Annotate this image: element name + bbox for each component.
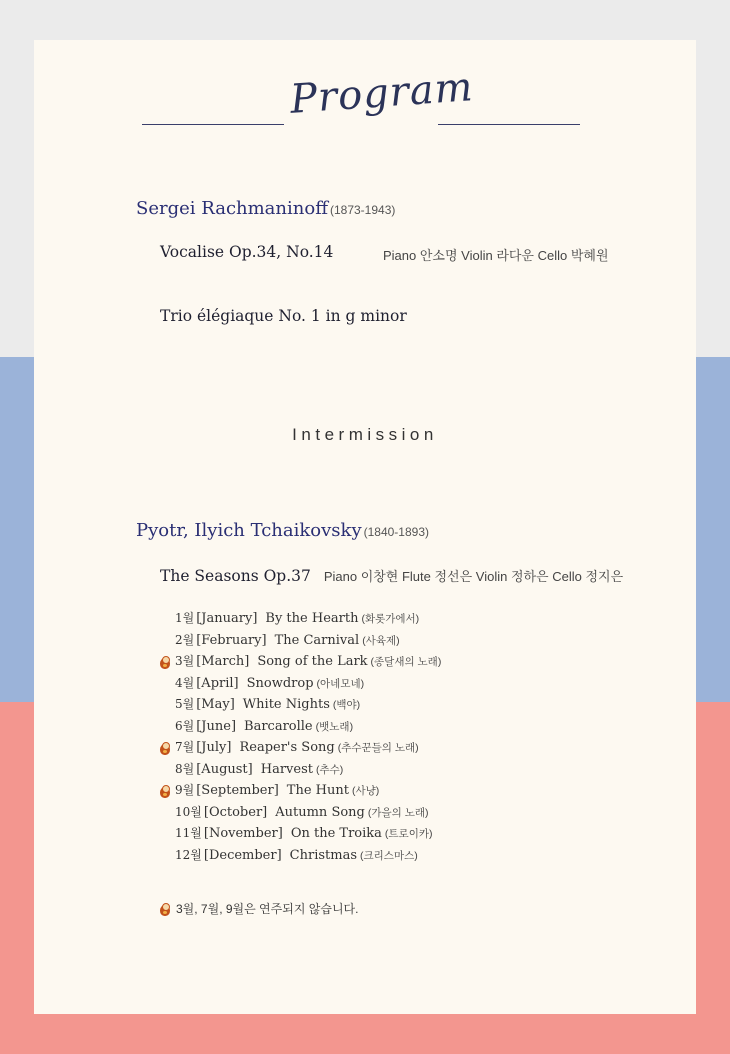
work-vocalise — [160, 243, 333, 261]
month-en: [June] — [196, 718, 237, 734]
month-ko: (추수) — [315, 763, 344, 776]
month-title: Autumn Song — [275, 804, 365, 820]
month-title: White Nights — [242, 697, 330, 712]
month-en: [April] — [196, 675, 239, 691]
month-num: 5월 — [175, 697, 195, 711]
month-item — [175, 780, 441, 802]
composer-rachmaninoff — [136, 198, 395, 219]
work-trio — [160, 307, 407, 325]
month-num: 2월 — [175, 632, 195, 647]
month-title: On the Troika — [290, 826, 382, 841]
composer-years: (1840-1893) — [363, 525, 429, 539]
month-num: 7월 — [175, 740, 195, 754]
month-ko: (화롯가에서) — [361, 613, 420, 625]
month-num: 11월 — [175, 826, 202, 840]
month-item — [175, 673, 441, 695]
month-en: [May] — [196, 697, 235, 712]
month-num: 6월 — [175, 718, 195, 733]
month-en: [February] — [196, 632, 267, 648]
month-num: 12월 — [175, 847, 202, 862]
month-title: Harvest — [260, 761, 313, 777]
title-rule-left — [142, 124, 284, 125]
month-item — [175, 651, 441, 673]
month-en: [March] — [196, 654, 250, 669]
work-title: Trio élégiaque No. 1 in g minor — [160, 307, 407, 325]
month-ko: (트로이카) — [384, 828, 433, 840]
month-title: The Hunt — [286, 783, 349, 798]
seasons-month-list — [175, 608, 441, 866]
footnote: 3월, 7월, 9월은 연주되지 않습니다. — [176, 902, 359, 916]
month-item — [175, 630, 441, 652]
work-seasons — [160, 566, 623, 585]
performers-vocalise: Piano 안소명 Violin 라다운 Cello 박혜원 — [383, 248, 609, 263]
month-item — [175, 845, 441, 867]
month-item — [175, 759, 441, 781]
month-num: 3월 — [175, 654, 195, 668]
month-ko: (뱃노래) — [315, 720, 354, 733]
month-title: Song of the Lark — [257, 654, 368, 669]
month-en: [December] — [203, 847, 282, 863]
work-title: Vocalise Op.34, No.14 — [160, 243, 334, 261]
intermission-label: Intermission — [292, 425, 438, 444]
month-title: The Carnival — [274, 632, 360, 648]
month-item — [175, 694, 441, 716]
matryoshka-doll-icon — [160, 902, 170, 916]
composer-years: (1873-1943) — [329, 203, 396, 217]
month-ko: (아네모네) — [316, 677, 365, 690]
month-en: [October] — [203, 804, 268, 820]
month-num: 1월 — [175, 611, 195, 625]
matryoshka-doll-icon — [160, 655, 170, 669]
month-item — [175, 823, 441, 845]
month-en: [January] — [196, 611, 258, 626]
month-ko: (추수꾼들의 노래) — [337, 742, 419, 754]
title-rule-right — [438, 124, 580, 125]
month-ko: (사육제) — [362, 634, 400, 647]
month-en: [November] — [203, 826, 283, 841]
month-num: 4월 — [175, 675, 195, 690]
month-en: [September] — [196, 783, 279, 798]
month-num: 9월 — [175, 783, 195, 797]
month-num: 8월 — [175, 761, 195, 776]
month-en: [August] — [196, 761, 253, 777]
performers-seasons: Piano 이창현 Flute 정선은 Violin 정하은 Cello 정지은 — [323, 569, 624, 584]
month-ko: (가을의 노래) — [367, 806, 429, 819]
month-item — [175, 608, 441, 630]
matryoshka-doll-icon — [160, 741, 170, 755]
month-title: Reaper's Song — [239, 740, 335, 755]
composer-tchaikovsky — [136, 520, 429, 541]
composer-name: Sergei Rachmaninoff — [136, 198, 328, 219]
month-ko: (백야) — [332, 699, 361, 711]
month-item — [175, 716, 441, 738]
month-title: Barcarolle — [244, 718, 313, 734]
month-num: 10월 — [175, 804, 202, 819]
month-title: Christmas — [289, 847, 358, 863]
composer-name: Pyotr, Ilyich Tchaikovsky — [136, 520, 362, 541]
month-ko: (크리스마스) — [360, 849, 418, 862]
month-en: [July] — [196, 740, 232, 755]
month-title: By the Hearth — [265, 611, 359, 626]
month-title: Snowdrop — [246, 675, 314, 691]
month-item — [175, 802, 441, 824]
matryoshka-doll-icon — [160, 784, 170, 798]
month-ko: (사냥) — [351, 785, 380, 797]
month-ko: (종달새의 노래) — [370, 656, 442, 668]
work-title: The Seasons Op.37 — [160, 567, 311, 585]
month-item — [175, 737, 441, 759]
page-title: Program — [288, 64, 475, 123]
